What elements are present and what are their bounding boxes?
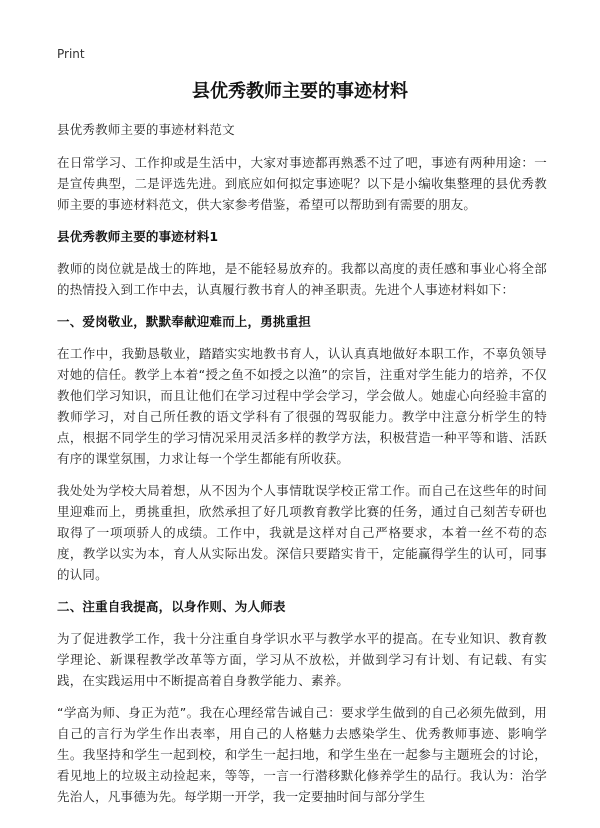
part2-heading: 二、注重自我提高，以身作则、为人师表 xyxy=(57,599,286,614)
page-title: 县优秀教师主要的事迹材料 xyxy=(192,81,408,102)
part1-paragraph-2: 我处处为学校大局着想，从不因为个人事情耽误学校正常工作。而自己在这些年的时间里迎难而上，勇挑重担，欣然承担了好几项教育教学比赛的任务，通过自己刻苦专研也取得了一项项骄人的成绩。工作中，我就是这样对自己严格要求，本着一丝不苟的态度，教学以实为本，育人从实际出发。深信只要踏实肯干，定能赢得学生的认可，同事的认同。 xyxy=(57,483,547,582)
intro-paragraph: 在日常学习、工作抑或是生活中，大家对事迹都再熟悉不过了吧，事迹有两种用途：一是宣传典型，二是评选先进。到底应如何拟定事迹呢？以下是小编收集整理的县优秀教师主要的事迹材料范文，供大家参考借鉴，希望可以帮助到有需要的朋友。 xyxy=(57,155,547,212)
part1-heading: 一、爱岗敬业，默默奉献迎难而上，勇挑重担 xyxy=(57,314,312,329)
article-subtitle: 县优秀教师主要的事迹材料范文 xyxy=(57,122,235,137)
part2-paragraph-2: “学高为师、身正为范”。我在心理经常告诫自己：要求学生做到的自己必须先做到，用自己的言行为学生作出表率，用自己的人格魅力去感染学生、优秀教师事迹、影响学生。我坚持和学生一起到校，和学生一起扫地，和学生坐在一起参与主题班会的讨论，看见地上的垃圾主动捡起来，等等，一言一行潜移默化修养学生的品行。我认为：治学先治人，凡事德为先。每学期一开学，我一定要抽时间与部分学生 xyxy=(57,705,547,804)
section-heading: 县优秀教师主要的事迹材料1 xyxy=(57,229,219,244)
print-link[interactable]: Print xyxy=(57,47,85,61)
part2-paragraph-1: 为了促进教学工作，我十分注重自身学识水平与教学水平的提高。在专业知识、教育教学理论、新课程教学改革等方面，学习从不放松，并做到学习有计划、有记载、有实践，在实践运用中不断提高着自身教学能力、素养。 xyxy=(57,631,547,688)
section-intro-paragraph: 教师的岗位就是战士的阵地，是不能轻易放弃的。我都以高度的责任感和事业心将全部的热情投入到工作中去，认真履行教书育人的神圣职责。先进个人事迹材料如下： xyxy=(57,261,547,297)
part1-paragraph-1: 在工作中，我勤恳敬业，踏踏实实地教书育人，认认真真地做好本职工作，不辜负领导对她的信任。教学上本着“授之鱼不如授之以渔”的宗旨，注重对学生能力的培养，不仅教他们学习知识，而且让他们在学习过程中学会学习，学会做人。她虚心向经验丰富的教师学习，对自己所任教的语文学科有了很强的驾驭能力。教学中注意分析学生的特点，根据不同学生的学习情况采用灵活多样的教学方法，积极营造一种平等和谐、活跃有序的课堂氛围，力求让每一个学生都能有所收获。 xyxy=(57,346,547,466)
article-body xyxy=(57,119,547,818)
